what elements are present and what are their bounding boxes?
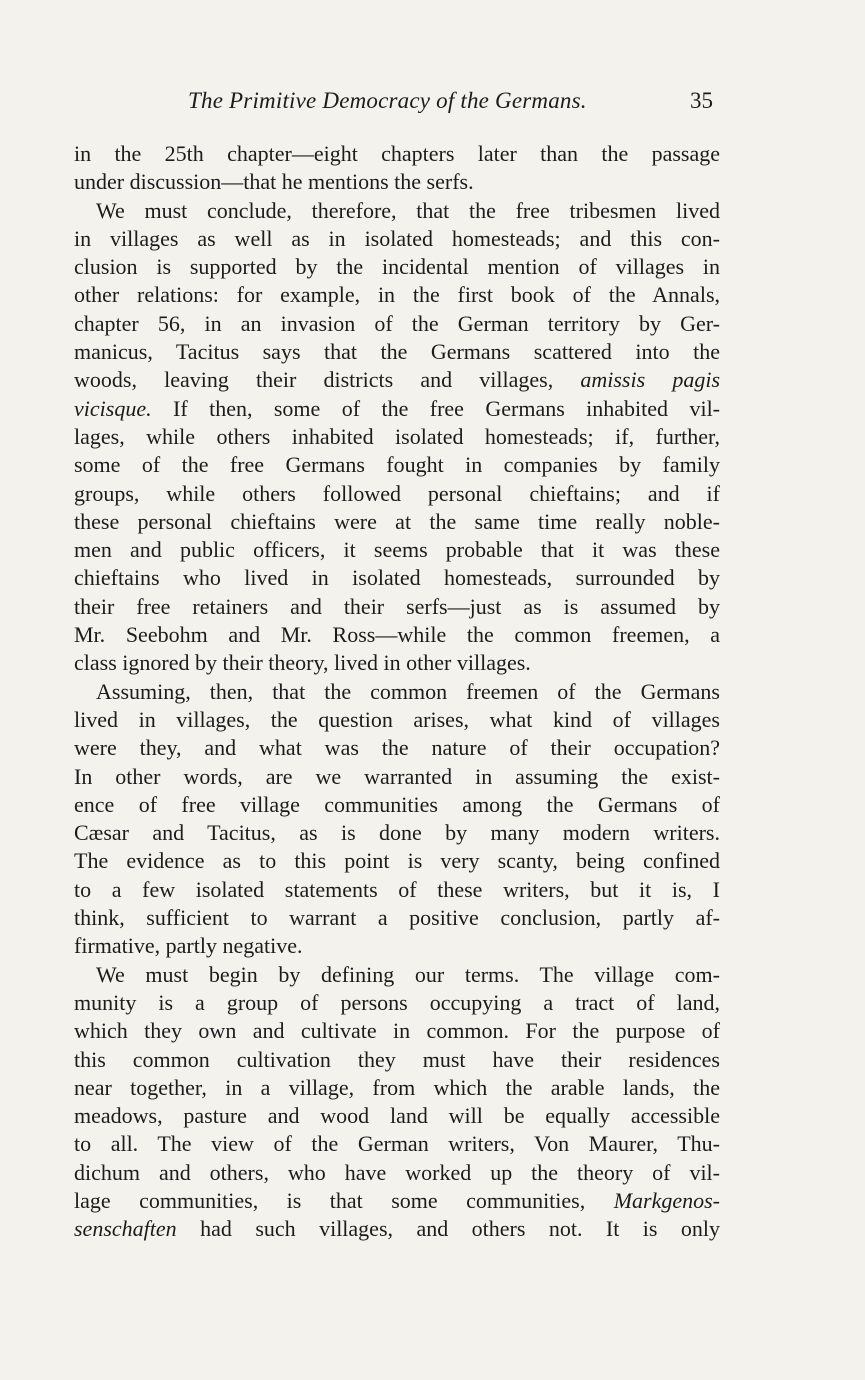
text-line: which they own and cultivate in common. For the purpose of [74, 1018, 720, 1044]
text-line: Mr. Seebohm and Mr. Ross—while the common freemen, a [74, 622, 720, 648]
text-segment: woods, leaving their districts and villages, [74, 367, 554, 393]
text-line [74, 1215, 720, 1243]
running-header-title: The Primitive Democracy of the Germans. [188, 88, 587, 113]
text-line [74, 1187, 720, 1215]
text-line: We must begin by defining our terms. The village com- [96, 961, 720, 987]
text-line: men and public officers, it seems probable that it was these [74, 537, 720, 563]
text-line: class ignored by their theory, lived in other villages. [74, 650, 531, 676]
text-line: meadows, pasture and wood land will be equally accessible [74, 1103, 720, 1129]
italic-phrase: vicisque. [74, 395, 152, 421]
body-text [74, 140, 720, 1244]
text-segment: If then, some of the free Germans inhabited vil- [173, 395, 721, 421]
text-line: clusion is supported by the incidental mention of villages in [74, 254, 720, 280]
text-line: think, sufficient to warrant a positive conclusion, partly af- [74, 905, 720, 931]
text-line: ence of free village communities among the Germans of [74, 791, 720, 817]
text-line: this common cultivation they must have their residences [74, 1046, 720, 1072]
text-line: under discussion—that he mentions the serfs. [74, 169, 474, 195]
text-line: chieftains who lived in isolated homesteads, surrounded by [74, 565, 720, 591]
text-segment: had such villages, and others not. It is only [200, 1216, 721, 1242]
text-line: We must conclude, therefore, that the free tribesmen lived [96, 197, 720, 223]
text-line: in the 25th chapter—eight chapters later than the passage [74, 141, 720, 166]
text-line: in villages as well as in isolated homesteads; and this con- [74, 225, 720, 251]
text-line [74, 366, 720, 394]
text-line: some of the free Germans fought in companies by family [74, 452, 720, 478]
text-line: their free retainers and their serfs—just as is assumed by [74, 593, 720, 619]
text-line: Assuming, then, that the common freemen of the Germans [96, 678, 720, 704]
text-line: The evidence as to this point is very scanty, being confined [74, 848, 720, 874]
text-line: lived in villages, the question arises, what kind of villages [74, 706, 720, 732]
text-line [74, 395, 720, 423]
text-line: dichum and others, who have worked up the theory of vil- [74, 1159, 720, 1185]
text-line: lages, while others inhabited isolated homesteads; if, further, [74, 423, 720, 449]
text-line: to all. The view of the German writers, Von Maurer, Thu- [74, 1131, 720, 1157]
italic-phrase: amissis pagis [580, 367, 721, 393]
text-line: other relations: for example, in the first book of the Annals, [74, 282, 720, 308]
text-line: Cæsar and Tacitus, as is done by many modern writers. [74, 820, 720, 846]
italic-phrase: senschaften [74, 1216, 177, 1242]
text-line: chapter 56, in an invasion of the German territory by Ger- [74, 310, 720, 336]
text-line: munity is a group of persons occupying a tract of land, [74, 989, 720, 1015]
text-line: near together, in a village, from which the arable lands, the [74, 1074, 720, 1100]
text-line: firmative, partly negative. [74, 933, 303, 959]
text-line: to a few isolated statements of these writers, but it is, I [74, 876, 720, 902]
text-line: In other words, are we warranted in assuming the exist- [74, 763, 720, 789]
text-line: manicus, Tacitus says that the Germans scattered into the [74, 339, 720, 365]
italic-phrase: Markgenos- [613, 1187, 720, 1213]
page-number: 35 [690, 88, 713, 113]
text-line: groups, while others followed personal chieftains; and if [74, 480, 720, 506]
text-line: these personal chieftains were at the same time really noble- [74, 508, 720, 534]
text-line: were they, and what was the nature of their occupation? [74, 735, 720, 761]
text-segment: lage communities, is that some communities, [74, 1187, 586, 1213]
